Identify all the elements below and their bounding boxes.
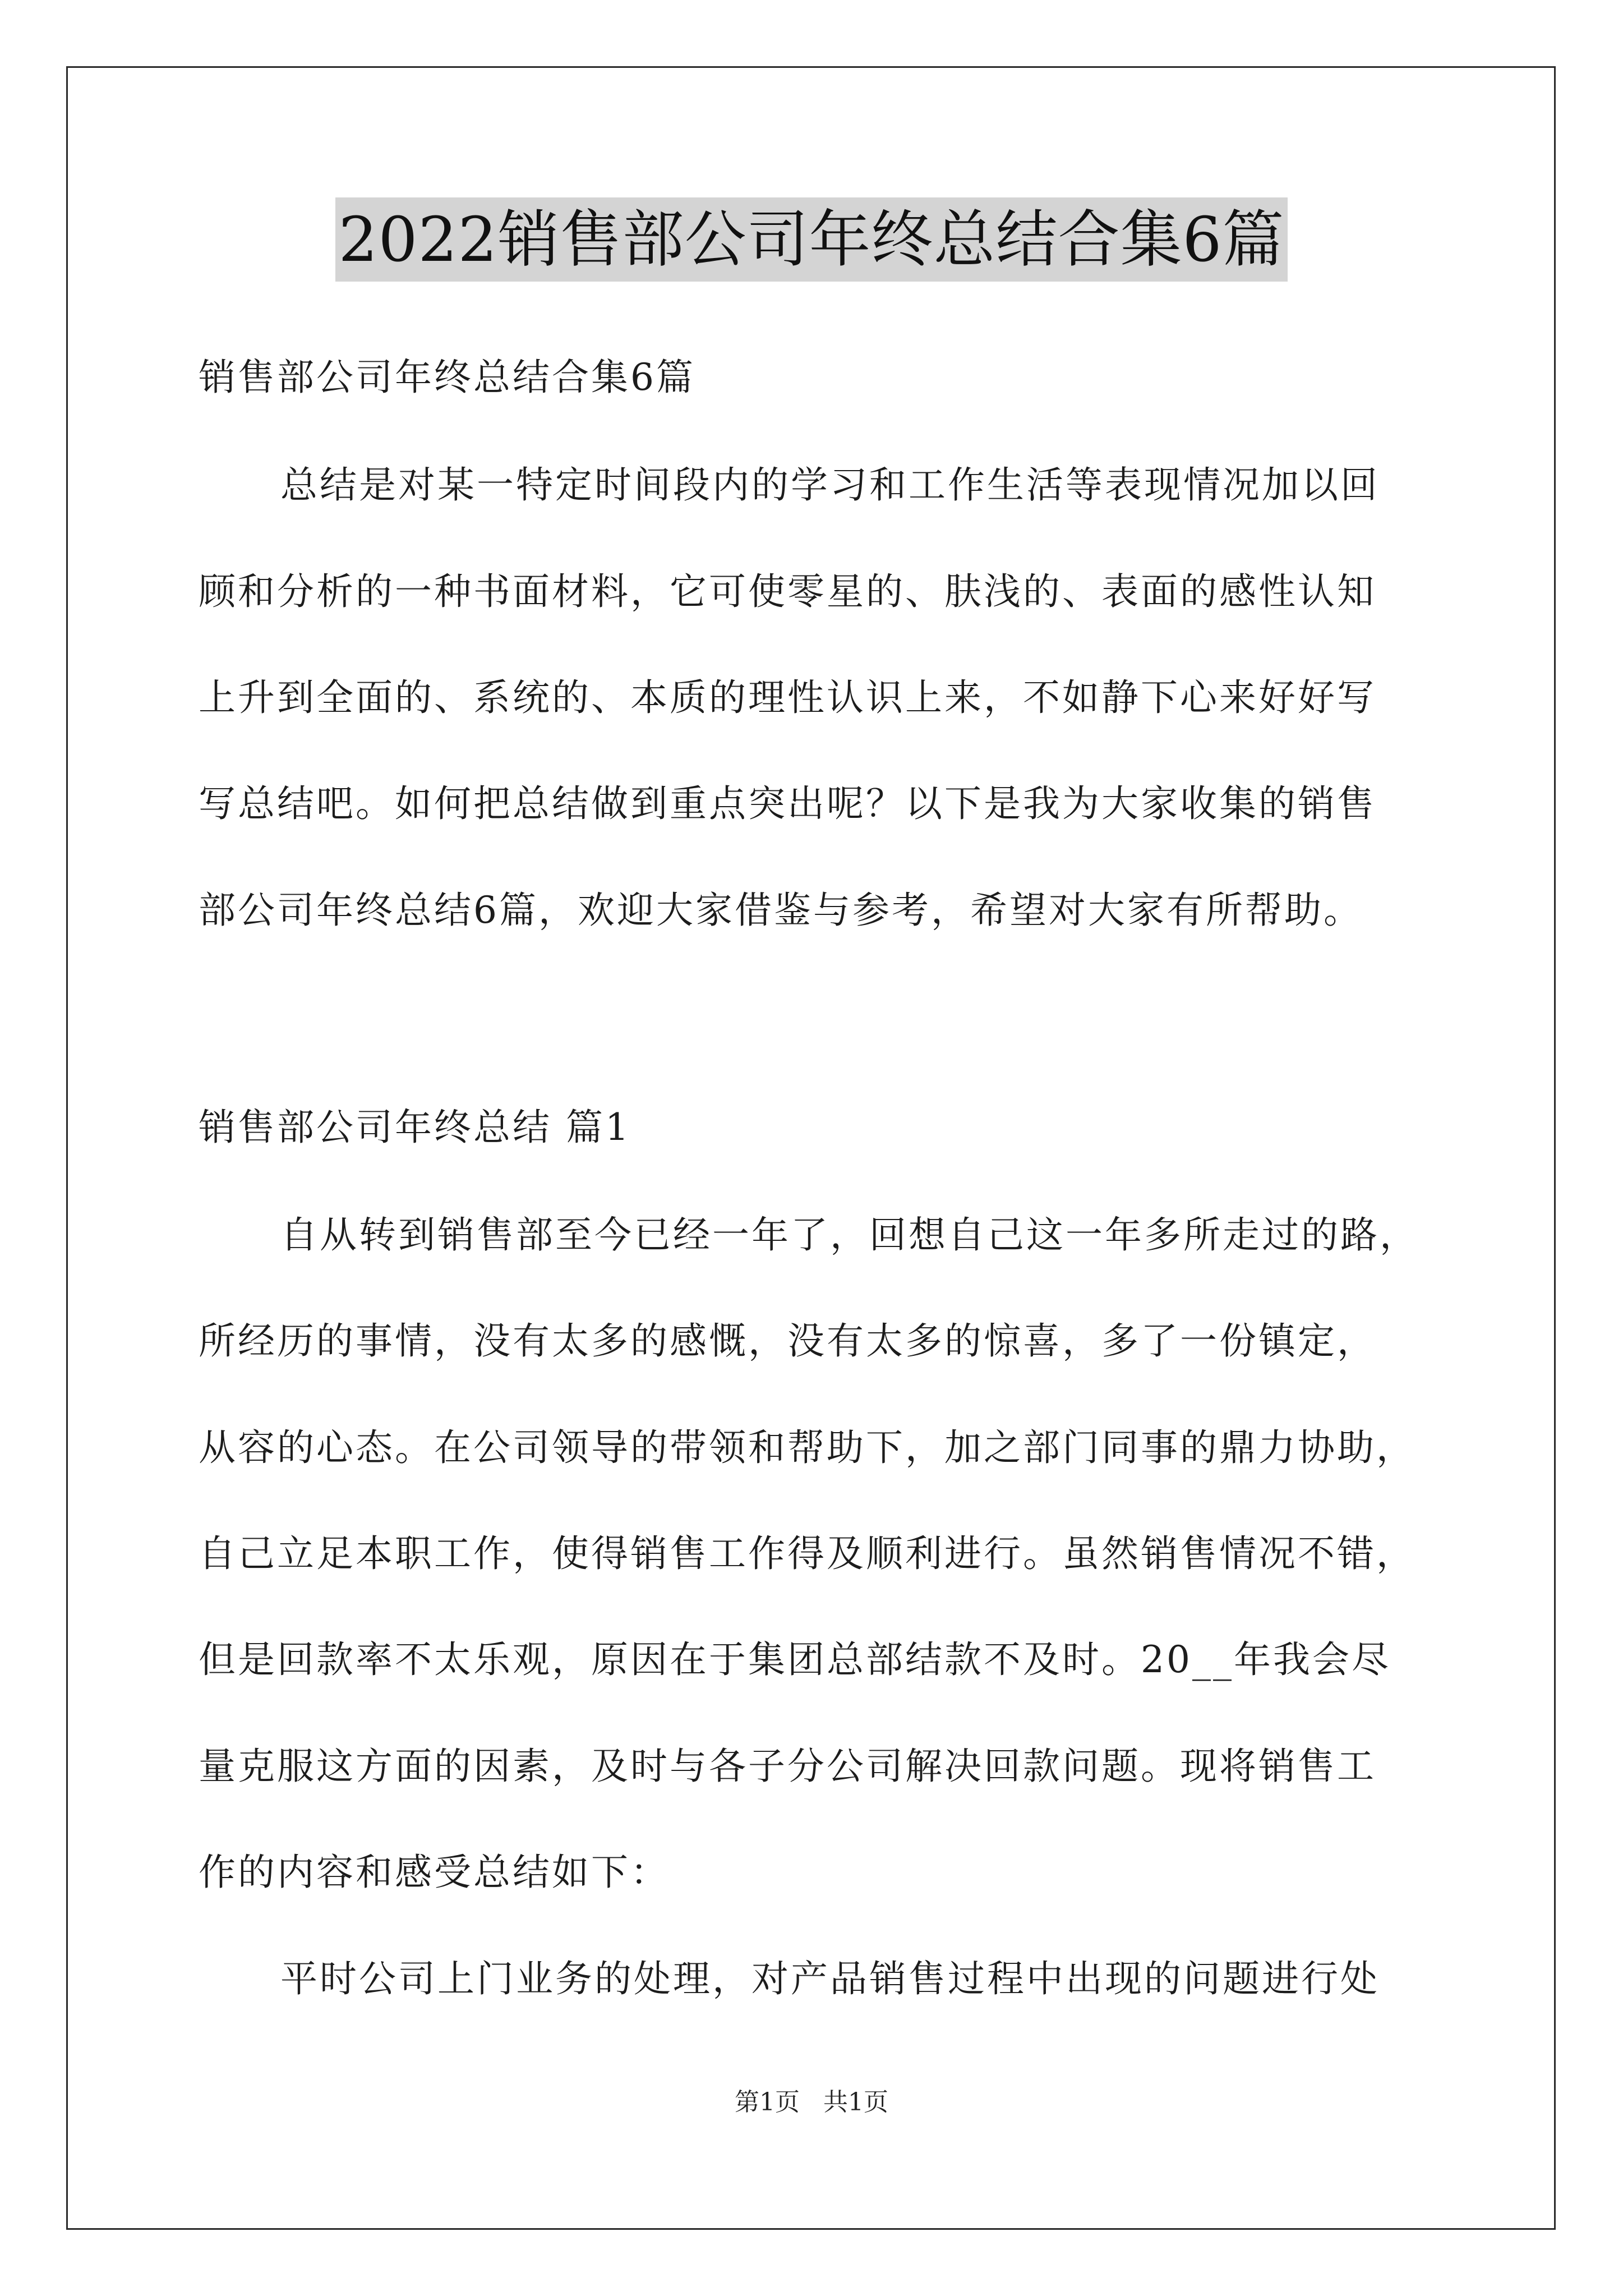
section-1-line-4: 自己立足本职工作，使得销售工作得及顺利进行。虽然销售情况不错， (199, 1532, 1415, 1575)
section-1-line-5: 但是回款率不太乐观，原因在于集团总部结款不及时。20__年我会尽 (199, 1638, 1391, 1681)
intro-line-1: 总结是对某一特定时间段内的学习和工作生活等表现情况加以回 (280, 463, 1380, 507)
section-1-line-2: 所经历的事情，没有太多的感慨，没有太多的惊喜，多了一份镇定， (199, 1319, 1376, 1363)
section-1-heading: 销售部公司年终总结 篇1 (199, 1106, 631, 1149)
section-1-line-6: 量克服这方面的因素，及时与各子分公司解决回款问题。现将销售工 (199, 1745, 1376, 1788)
section-1-line-3: 从容的心态。在公司领导的带领和帮助下，加之部门同事的鼎力协助， (199, 1426, 1415, 1469)
title-block (0, 197, 1623, 282)
document-title: 2022销售部公司年终总结合集6篇 (335, 197, 1288, 282)
document-subtitle: 销售部公司年终总结合集6篇 (199, 356, 695, 399)
intro-line-2: 顾和分析的一种书面材料，它可使零星的、肤浅的、表面的感性认知 (199, 570, 1376, 613)
intro-line-5: 部公司年终总结6篇，欢迎大家借鉴与参考，希望对大家有所帮助。 (199, 889, 1363, 932)
section-1-line-1: 自从转到销售部至今已经一年了，回想自己这一年多所走过的路， (280, 1213, 1419, 1257)
intro-line-3: 上升到全面的、系统的、本质的理性认识上来，不如静下心来好好写 (199, 676, 1376, 719)
page-number-footer: 第1页 共1页 (735, 2088, 888, 2116)
section-1-paragraph-2-line-1: 平时公司上门业务的处理，对产品销售过程中出现的问题进行处 (280, 1957, 1380, 2000)
intro-line-4: 写总结吧。如何把总结做到重点突出呢？以下是我为大家收集的销售 (199, 782, 1376, 825)
section-1-line-7: 作的内容和感受总结如下： (199, 1851, 670, 1894)
